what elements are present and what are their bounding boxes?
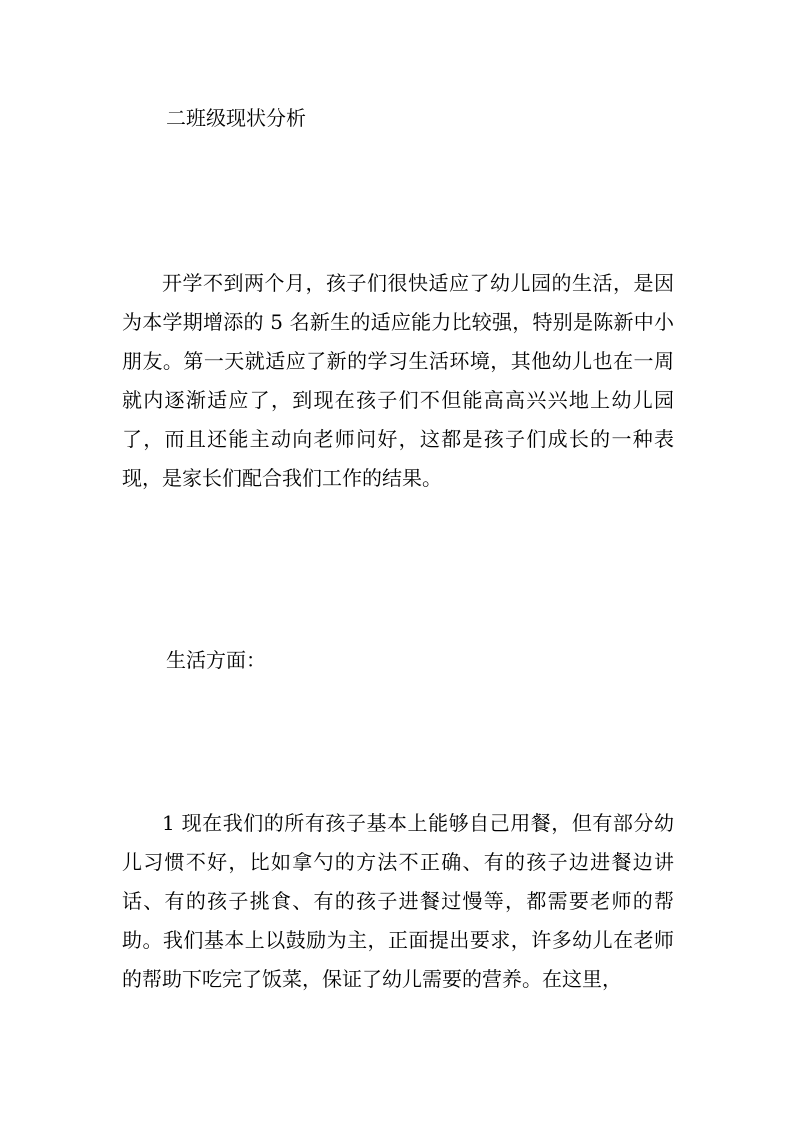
section-heading-life: 生活方面： <box>166 648 266 672</box>
document-title: 二班级现状分析 <box>166 106 306 130</box>
life-paragraph: 1 现在我们的所有孩子基本上能够自己用餐，但有部分幼儿习惯不好，比如拿勺的方法不正确、有的孩子边进餐边讲话、有的孩子挑食、有的孩子进餐过慢等，都需要老师的帮助。我们基本上以鼓励为主，正面提出要求，许多幼儿在老师的帮助下吃完了饭菜，保证了幼儿需要的营养。在这里， <box>122 811 674 991</box>
intro-paragraph: 开学不到两个月，孩子们很快适应了幼儿园的生活，是因为本学期增添的 5 名新生的适应能力比较强，特别是陈新中小朋友。第一天就适应了新的学习生活环境，其他幼儿也在一周就内逐渐适应了，到现在孩子们不但能高高兴兴地上幼儿园了，而且还能主动向老师问好，这都是孩子们成长的一种表现，是家长们配合我们工作的结果。 <box>122 271 674 490</box>
